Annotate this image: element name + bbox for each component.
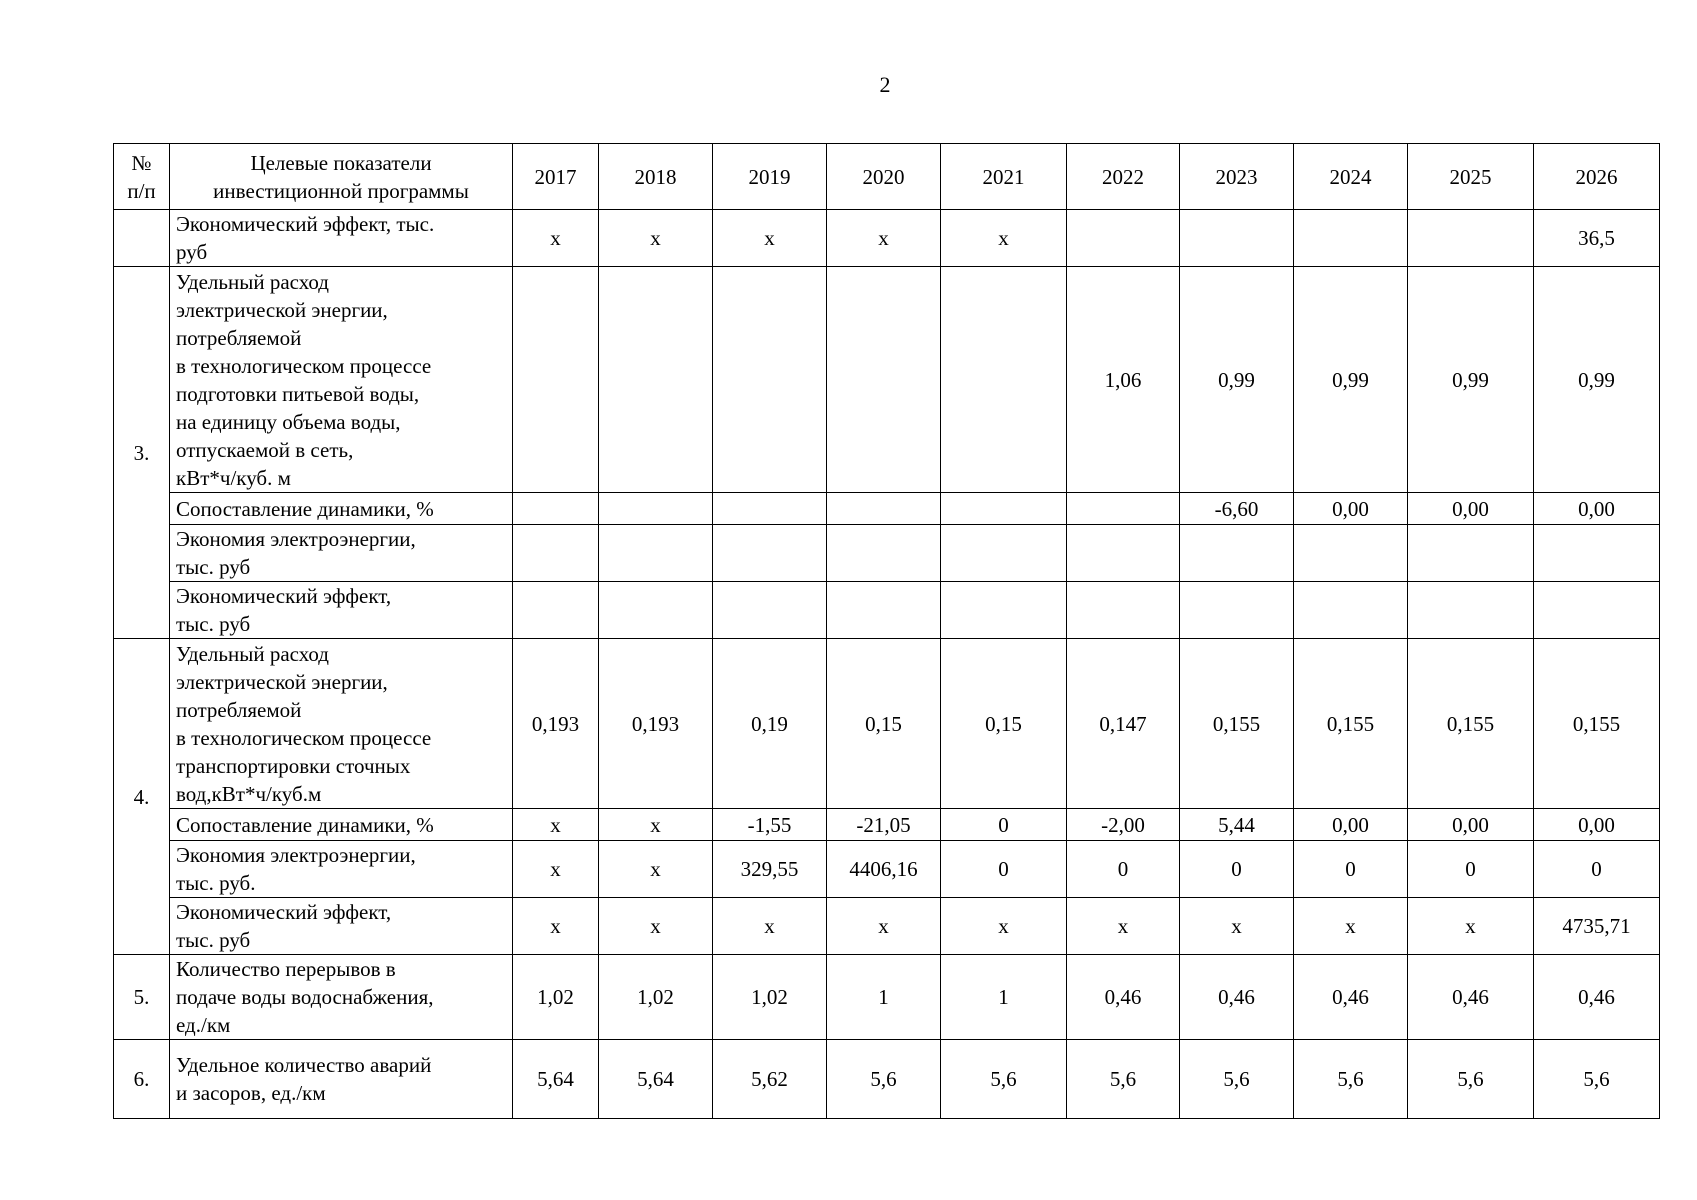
value-cell — [827, 493, 941, 525]
indicator-label: Экономический эффект, тыс. руб — [170, 210, 513, 267]
header-year: 2019 — [713, 144, 827, 210]
value-cell: 0 — [1294, 841, 1408, 898]
table-row — [114, 809, 1660, 841]
value-cell — [513, 582, 599, 639]
value-cell: 0,193 — [599, 639, 713, 809]
value-cell — [941, 525, 1067, 582]
header-year: 2018 — [599, 144, 713, 210]
indicator-label: Удельный расход электрической энергии, потребляемой в технологическом процессе подготовки питьевой воды, на единицу объема воды, отпускаемой в сеть, кВт*ч/куб. м — [170, 267, 513, 493]
value-cell: 0,99 — [1534, 267, 1660, 493]
value-cell: 1,02 — [599, 955, 713, 1040]
table-row — [114, 841, 1660, 898]
value-cell — [827, 582, 941, 639]
value-cell — [713, 582, 827, 639]
value-cell — [513, 525, 599, 582]
value-cell: 0,00 — [1294, 809, 1408, 841]
value-cell — [1534, 582, 1660, 639]
value-cell — [1067, 582, 1180, 639]
value-cell: x — [941, 898, 1067, 955]
indicator-label: Сопоставление динамики, % — [170, 809, 513, 841]
value-cell: 0,147 — [1067, 639, 1180, 809]
indicator-label: Экономия электроэнергии, тыс. руб — [170, 525, 513, 582]
value-cell: 0,19 — [713, 639, 827, 809]
table-row — [114, 898, 1660, 955]
header-year: 2021 — [941, 144, 1067, 210]
table-row — [114, 525, 1660, 582]
header-year: 2026 — [1534, 144, 1660, 210]
value-cell: 5,44 — [1180, 809, 1294, 841]
value-cell: 5,6 — [941, 1040, 1067, 1119]
indicator-label: Сопоставление динамики, % — [170, 493, 513, 525]
value-cell — [1408, 210, 1534, 267]
indicator-label: Экономия электроэнергии, тыс. руб. — [170, 841, 513, 898]
value-cell — [513, 267, 599, 493]
value-cell: 0 — [1408, 841, 1534, 898]
value-cell — [599, 493, 713, 525]
value-cell: 0,46 — [1408, 955, 1534, 1040]
value-cell — [1067, 210, 1180, 267]
value-cell: 0,15 — [941, 639, 1067, 809]
value-cell: 4735,71 — [1534, 898, 1660, 955]
value-cell: 329,55 — [713, 841, 827, 898]
value-cell: x — [941, 210, 1067, 267]
value-cell: 0,46 — [1534, 955, 1660, 1040]
value-cell — [1180, 525, 1294, 582]
value-cell: 5,6 — [827, 1040, 941, 1119]
row-index: 4. — [114, 639, 170, 955]
value-cell: 1,06 — [1067, 267, 1180, 493]
value-cell — [1180, 210, 1294, 267]
value-cell: 1 — [941, 955, 1067, 1040]
value-cell: 0,00 — [1294, 493, 1408, 525]
value-cell: 4406,16 — [827, 841, 941, 898]
value-cell: 5,62 — [713, 1040, 827, 1119]
table-header-row — [114, 144, 1660, 210]
value-cell — [713, 493, 827, 525]
value-cell: 5,6 — [1294, 1040, 1408, 1119]
header-year: 2017 — [513, 144, 599, 210]
value-cell: 0,193 — [513, 639, 599, 809]
header-num: № п/п — [114, 144, 170, 210]
value-cell: 0 — [941, 841, 1067, 898]
value-cell: x — [513, 809, 599, 841]
header-year: 2024 — [1294, 144, 1408, 210]
value-cell: x — [1180, 898, 1294, 955]
value-cell: 5,64 — [599, 1040, 713, 1119]
value-cell: 0 — [1534, 841, 1660, 898]
row-index: 3. — [114, 267, 170, 639]
value-cell: 0,46 — [1180, 955, 1294, 1040]
target-indicators-table — [113, 143, 1660, 1119]
value-cell — [713, 525, 827, 582]
value-cell: 0 — [1180, 841, 1294, 898]
value-cell: x — [513, 841, 599, 898]
value-cell: 0,99 — [1294, 267, 1408, 493]
table-row — [114, 493, 1660, 525]
value-cell: 5,6 — [1180, 1040, 1294, 1119]
value-cell: 36,5 — [1534, 210, 1660, 267]
value-cell: 5,6 — [1408, 1040, 1534, 1119]
value-cell — [941, 582, 1067, 639]
value-cell: x — [827, 210, 941, 267]
value-cell — [713, 267, 827, 493]
table-row — [114, 1040, 1660, 1119]
value-cell: 0,00 — [1534, 493, 1660, 525]
value-cell: 0,00 — [1408, 493, 1534, 525]
value-cell: 0,99 — [1408, 267, 1534, 493]
value-cell: 0,00 — [1534, 809, 1660, 841]
value-cell — [599, 525, 713, 582]
table-row — [114, 210, 1660, 267]
indicator-label: Количество перерывов в подаче воды водоснабжения, ед./км — [170, 955, 513, 1040]
value-cell: x — [1067, 898, 1180, 955]
value-cell: 0,155 — [1408, 639, 1534, 809]
value-cell: 5,6 — [1067, 1040, 1180, 1119]
value-cell: x — [599, 841, 713, 898]
value-cell — [1294, 582, 1408, 639]
indicator-label: Удельный расход электрической энергии, потребляемой в технологическом процессе транспортировки сточных вод,кВт*ч/куб.м — [170, 639, 513, 809]
row-index: 6. — [114, 1040, 170, 1119]
value-cell — [941, 493, 1067, 525]
value-cell: x — [713, 898, 827, 955]
value-cell: 0,155 — [1180, 639, 1294, 809]
value-cell: 0,46 — [1294, 955, 1408, 1040]
value-cell — [599, 582, 713, 639]
value-cell: 1,02 — [513, 955, 599, 1040]
value-cell — [513, 493, 599, 525]
table-row — [114, 267, 1660, 493]
value-cell: -1,55 — [713, 809, 827, 841]
value-cell — [599, 267, 713, 493]
value-cell: 0 — [1067, 841, 1180, 898]
header-year: 2025 — [1408, 144, 1534, 210]
value-cell: 0,00 — [1408, 809, 1534, 841]
header-year: 2022 — [1067, 144, 1180, 210]
header-indicator: Целевые показатели инвестиционной программы — [170, 144, 513, 210]
value-cell: x — [1294, 898, 1408, 955]
table-row — [114, 639, 1660, 809]
value-cell: x — [1408, 898, 1534, 955]
value-cell — [1067, 525, 1180, 582]
row-index: 5. — [114, 955, 170, 1040]
value-cell: 0 — [941, 809, 1067, 841]
value-cell: x — [513, 210, 599, 267]
value-cell — [1067, 493, 1180, 525]
header-year: 2020 — [827, 144, 941, 210]
value-cell: 0,46 — [1067, 955, 1180, 1040]
value-cell: 1,02 — [713, 955, 827, 1040]
value-cell — [827, 267, 941, 493]
value-cell: x — [599, 210, 713, 267]
value-cell: -21,05 — [827, 809, 941, 841]
value-cell: x — [599, 809, 713, 841]
table-row — [114, 955, 1660, 1040]
value-cell — [1294, 525, 1408, 582]
indicator-label: Экономический эффект, тыс. руб — [170, 898, 513, 955]
value-cell — [1534, 525, 1660, 582]
row-index — [114, 210, 170, 267]
value-cell — [1408, 582, 1534, 639]
value-cell — [1408, 525, 1534, 582]
value-cell: x — [827, 898, 941, 955]
value-cell — [941, 267, 1067, 493]
value-cell: 0,15 — [827, 639, 941, 809]
indicator-label: Экономический эффект, тыс. руб — [170, 582, 513, 639]
value-cell: 1 — [827, 955, 941, 1040]
value-cell: x — [713, 210, 827, 267]
value-cell — [1180, 582, 1294, 639]
indicator-label: Удельное количество аварий и засоров, ед./км — [170, 1040, 513, 1119]
value-cell: x — [513, 898, 599, 955]
table-row — [114, 582, 1660, 639]
value-cell: 0,155 — [1534, 639, 1660, 809]
value-cell: x — [599, 898, 713, 955]
header-year: 2023 — [1180, 144, 1294, 210]
value-cell: 0,155 — [1294, 639, 1408, 809]
value-cell: 5,6 — [1534, 1040, 1660, 1119]
value-cell — [1294, 210, 1408, 267]
page-number: 2 — [879, 72, 891, 97]
value-cell — [827, 525, 941, 582]
value-cell: 0,99 — [1180, 267, 1294, 493]
value-cell: 5,64 — [513, 1040, 599, 1119]
value-cell: -2,00 — [1067, 809, 1180, 841]
value-cell: -6,60 — [1180, 493, 1294, 525]
